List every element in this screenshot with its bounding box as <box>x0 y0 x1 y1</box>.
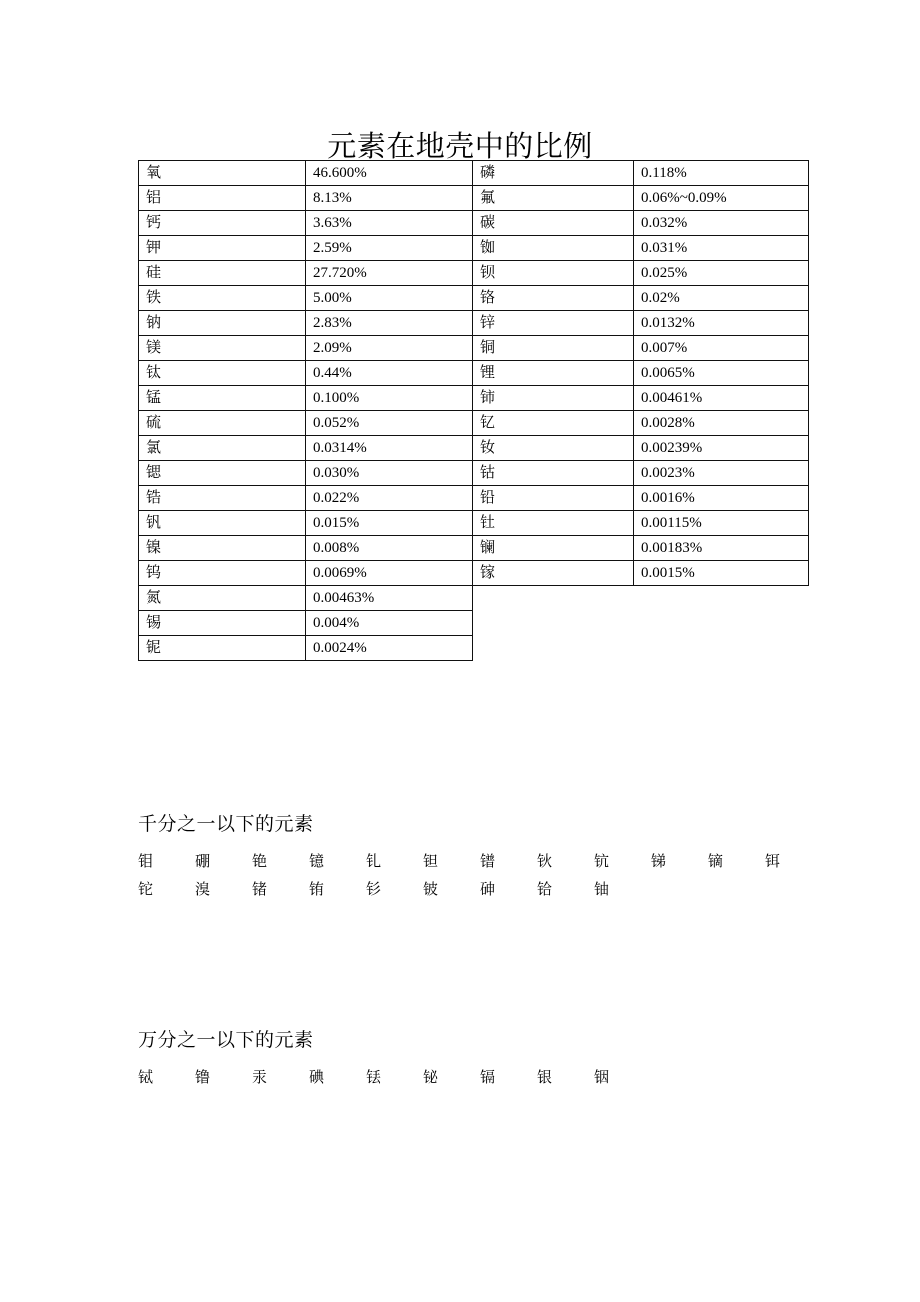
table-row <box>139 511 809 536</box>
element-item: 镥 <box>195 1070 211 1086</box>
table-row <box>139 611 809 636</box>
cell-element-name: 铁 <box>139 286 306 311</box>
table-row <box>139 186 809 211</box>
cell-element-name: 钒 <box>139 511 306 536</box>
cell-element-name: 钛 <box>139 361 306 386</box>
page-title: 元素在地壳中的比例 <box>327 131 593 164</box>
element-row <box>138 1064 651 1092</box>
section-heading-sub-permyriad: 万分之一以下的元素 <box>138 1030 314 1051</box>
element-item: 铀 <box>594 882 610 898</box>
table-row <box>139 336 809 361</box>
table-row <box>139 311 809 336</box>
table-row <box>139 386 809 411</box>
cell-element-name: 碳 <box>473 211 634 236</box>
cell-element-name: 铈 <box>473 386 634 411</box>
table-row <box>139 236 809 261</box>
element-item: 钽 <box>423 854 439 870</box>
cell-element-name: 钠 <box>139 311 306 336</box>
cell-element-name: 镍 <box>139 536 306 561</box>
cell-element-abundance: 46.600% <box>306 161 473 186</box>
cell-empty <box>634 636 809 661</box>
element-item: 镨 <box>480 854 496 870</box>
cell-element-abundance: 0.0024% <box>306 636 473 661</box>
cell-element-name: 氟 <box>473 186 634 211</box>
table-row <box>139 461 809 486</box>
cell-element-name: 钕 <box>473 436 634 461</box>
cell-element-name: 铌 <box>139 636 306 661</box>
element-item: 钬 <box>537 854 553 870</box>
element-item: 铊 <box>138 882 154 898</box>
cell-element-abundance: 0.052% <box>306 411 473 436</box>
cell-element-abundance: 0.004% <box>306 611 473 636</box>
element-item: 铍 <box>423 882 439 898</box>
table-row <box>139 261 809 286</box>
cell-element-abundance: 5.00% <box>306 286 473 311</box>
element-item: 银 <box>537 1070 553 1086</box>
cell-element-abundance: 0.008% <box>306 536 473 561</box>
element-item: 铕 <box>309 882 325 898</box>
cell-element-abundance: 0.00463% <box>306 586 473 611</box>
cell-element-name: 锶 <box>139 461 306 486</box>
element-item: 铥 <box>366 1070 382 1086</box>
cell-element-name: 钾 <box>139 236 306 261</box>
cell-element-abundance: 0.00115% <box>634 511 809 536</box>
table-row <box>139 361 809 386</box>
element-item: 锑 <box>651 854 667 870</box>
cell-element-name: 硫 <box>139 411 306 436</box>
cell-element-abundance: 0.44% <box>306 361 473 386</box>
cell-element-name: 锂 <box>473 361 634 386</box>
element-item: 汞 <box>252 1070 268 1086</box>
table-row <box>139 411 809 436</box>
cell-element-name: 锆 <box>139 486 306 511</box>
table-row <box>139 636 809 661</box>
element-item: 铽 <box>138 1070 154 1086</box>
cell-element-name: 钙 <box>139 211 306 236</box>
table-row <box>139 436 809 461</box>
cell-element-abundance: 0.031% <box>634 236 809 261</box>
element-item: 碘 <box>309 1070 325 1086</box>
cell-element-name: 氯 <box>139 436 306 461</box>
cell-element-abundance: 0.00239% <box>634 436 809 461</box>
table-row <box>139 211 809 236</box>
cell-element-name: 钴 <box>473 461 634 486</box>
element-item: 镱 <box>309 854 325 870</box>
cell-element-abundance: 0.118% <box>634 161 809 186</box>
cell-element-abundance: 0.00461% <box>634 386 809 411</box>
cell-element-name: 镧 <box>473 536 634 561</box>
cell-element-name: 钨 <box>139 561 306 586</box>
element-item: 镉 <box>480 1070 496 1086</box>
element-item: 铟 <box>594 1070 610 1086</box>
element-item: 钐 <box>366 882 382 898</box>
element-item: 铯 <box>252 854 268 870</box>
cell-element-name: 钍 <box>473 511 634 536</box>
cell-empty <box>473 586 634 611</box>
table-row <box>139 536 809 561</box>
cell-element-abundance: 0.0028% <box>634 411 809 436</box>
table-row <box>139 486 809 511</box>
element-item: 镝 <box>708 854 724 870</box>
element-item: 铋 <box>423 1070 439 1086</box>
element-row <box>138 876 822 904</box>
cell-element-abundance: 0.02% <box>634 286 809 311</box>
section-heading-sub-permille: 千分之一以下的元素 <box>138 814 314 835</box>
cell-element-name: 铷 <box>473 236 634 261</box>
table-row <box>139 586 809 611</box>
cell-element-name: 锰 <box>139 386 306 411</box>
cell-element-name: 镁 <box>139 336 306 361</box>
element-item: 锗 <box>252 882 268 898</box>
cell-element-abundance: 0.025% <box>634 261 809 286</box>
cell-element-name: 磷 <box>473 161 634 186</box>
cell-element-abundance: 0.06%~0.09% <box>634 186 809 211</box>
cell-empty <box>634 586 809 611</box>
cell-element-name: 氧 <box>139 161 306 186</box>
cell-element-name: 钡 <box>473 261 634 286</box>
element-abundance-table <box>138 160 809 661</box>
element-item: 钪 <box>594 854 610 870</box>
table-row <box>139 561 809 586</box>
cell-element-abundance: 0.0069% <box>306 561 473 586</box>
cell-element-name: 铬 <box>473 286 634 311</box>
element-row <box>138 848 822 876</box>
cell-element-name: 铝 <box>139 186 306 211</box>
cell-element-abundance: 0.007% <box>634 336 809 361</box>
cell-empty <box>634 611 809 636</box>
cell-element-abundance: 0.0314% <box>306 436 473 461</box>
cell-element-abundance: 2.59% <box>306 236 473 261</box>
cell-element-name: 氮 <box>139 586 306 611</box>
cell-element-abundance: 0.0023% <box>634 461 809 486</box>
element-item: 溴 <box>195 882 211 898</box>
cell-element-abundance: 3.63% <box>306 211 473 236</box>
cell-element-abundance: 0.030% <box>306 461 473 486</box>
cell-element-abundance: 0.00183% <box>634 536 809 561</box>
cell-element-abundance: 2.83% <box>306 311 473 336</box>
cell-element-abundance: 0.100% <box>306 386 473 411</box>
cell-element-abundance: 0.015% <box>306 511 473 536</box>
table-body <box>139 161 809 661</box>
cell-element-name: 锌 <box>473 311 634 336</box>
element-item: 硼 <box>195 854 211 870</box>
element-item: 砷 <box>480 882 496 898</box>
element-list-sub-permyriad <box>138 1064 651 1092</box>
cell-element-name: 镓 <box>473 561 634 586</box>
element-item: 钼 <box>138 854 154 870</box>
element-item: 钆 <box>366 854 382 870</box>
element-list-sub-permille <box>138 848 822 904</box>
cell-element-name: 钇 <box>473 411 634 436</box>
cell-element-abundance: 27.720% <box>306 261 473 286</box>
table-row <box>139 286 809 311</box>
element-item: 铪 <box>537 882 553 898</box>
cell-element-abundance: 0.032% <box>634 211 809 236</box>
cell-element-abundance: 0.0016% <box>634 486 809 511</box>
cell-element-abundance: 2.09% <box>306 336 473 361</box>
cell-element-name: 铅 <box>473 486 634 511</box>
cell-element-name: 铜 <box>473 336 634 361</box>
cell-element-name: 硅 <box>139 261 306 286</box>
cell-element-name: 锡 <box>139 611 306 636</box>
cell-element-abundance: 0.022% <box>306 486 473 511</box>
table-row <box>139 161 809 186</box>
cell-empty <box>473 611 634 636</box>
element-item: 铒 <box>765 854 781 870</box>
cell-element-abundance: 0.0065% <box>634 361 809 386</box>
cell-element-abundance: 0.0015% <box>634 561 809 586</box>
cell-element-abundance: 8.13% <box>306 186 473 211</box>
cell-empty <box>473 636 634 661</box>
cell-element-abundance: 0.0132% <box>634 311 809 336</box>
